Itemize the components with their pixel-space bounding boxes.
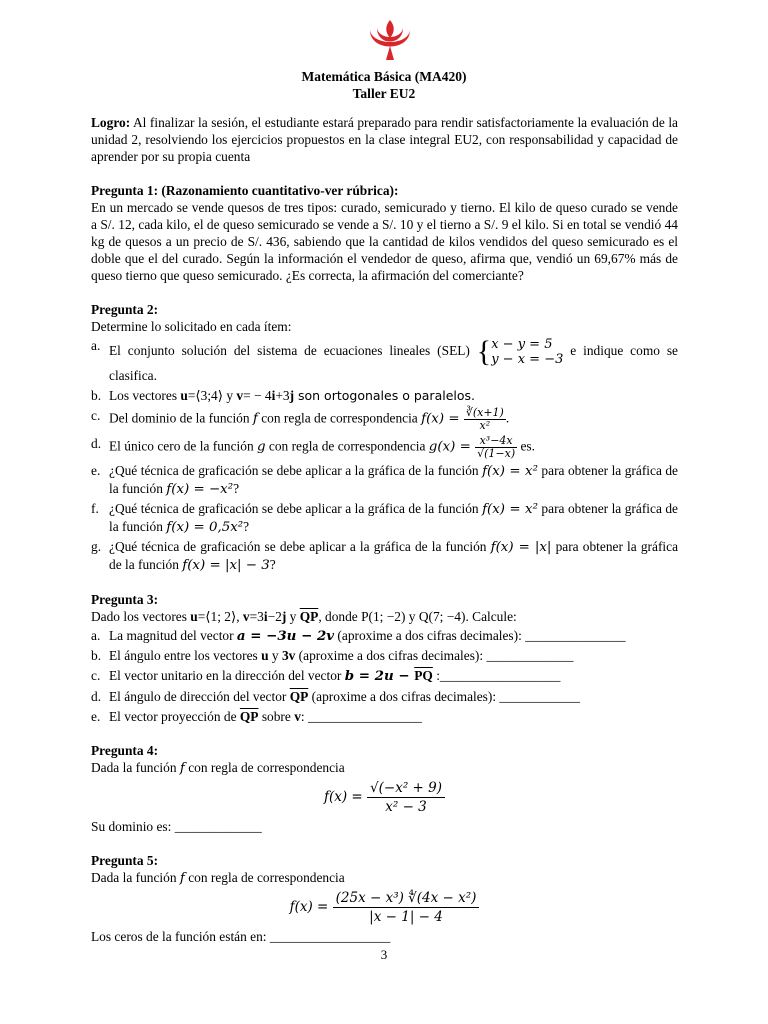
course-title: Matemática Básica (MA420) [301, 69, 467, 84]
question-2-item-a: a. El conjunto solución del sistema de ecuaciones lineales (SEL) { x − y = 5 y − x = −3 e indique como se clasifica. [91, 335, 678, 383]
question-4-formula: f(x) = $\frac{\text{√(−x² + 9)}}{\text{x² − 3}}$ [91, 779, 678, 816]
question-2-intro: Determine lo solicitado en cada ítem: [91, 319, 292, 334]
question-2-item-b: b. Los vectores u=⟨3;4⟩ y v= − 4i+3j son ortogonales o paralelos. [91, 388, 475, 403]
question-3-item-c: c. El vector unitario en la dirección del vector $b = 2u - \overline{PQ}$ :__________________ [91, 668, 561, 684]
fraction-c: $\frac{∛(x+1)}{\text{x²}}$ [465, 406, 504, 432]
logro-paragraph [91, 114, 678, 165]
fraction-q5: $\frac{\text{(25x − x³) ∜(4x − x²)}}{|x - 1| - 4}$ [333, 889, 480, 926]
question-2-title: Pregunta 2: [91, 302, 159, 317]
question-2-item-e: e. ¿Qué técnica de graficación se debe aplicar a la gráfica de la función f(x) = x² para obtener la gráfica de la función f(x) = −x²? [91, 463, 679, 497]
question-1-text: En un mercado se vende quesos de tres tipos: curado, semicurado y tierno. El kilo de queso curado se vende a S/. 12, cada kilo, el de queso semicurado se vende a S/. 10 y el tierno a S/. 9 el kilo. Si en total se vendió 44 kg de quesos a un precio de S/. 436, sabiendo que la cantidad de kilos vendidos del queso semicurado es el doble que el del curado. Según la información el vendedor de queso, afirma que, vendió un 69,67% más de queso tierno que queso semicurado. ¿Es correcta, la afirmación del comerciante? [91, 200, 678, 283]
workshop-title: Taller EU2 [352, 86, 416, 101]
fraction-q4: $\frac{\text{√(−x² + 9)}}{\text{x² − 3}}$ [367, 779, 445, 816]
question-3-item-a: a. La magnitud del vector a = −3u − 2v (aproxime a dos cifras decimales): _______________ [91, 628, 626, 644]
question-2-item-d: d. El único cero de la función g con regla de correspondencia g(x) = $\frac{\text{x³−4x}}{√(1-x)}$ es. [91, 434, 535, 460]
question-2-item-g: g. ¿Qué técnica de graficación se debe aplicar a la gráfica de la función f(x) = |x| para obtener la gráfica de la función f(x) = |x| − 3? [91, 539, 679, 573]
question-1-title: Pregunta 1: (Razonamiento cuantitativo-ver rúbrica): [91, 183, 399, 198]
question-3-title: Pregunta 3: [91, 592, 159, 607]
university-logo-icon [364, 18, 416, 62]
question-3-intro: Dado los vectores u=⟨1; 2⟩, v=3i−2j y $\overline{QP}$, donde P(1; −2) y Q(7; −4). Calcule: [91, 609, 517, 624]
page-number: 3 [380, 947, 388, 962]
system-brace-icon: { [476, 335, 492, 368]
document-header [0, 68, 768, 102]
question-5-formula: f(x) = $\frac{\text{(25x − x³) ∜(4x − x²)}}{|x - 1| - 4}$ [91, 889, 678, 926]
linear-system: x − y = 5 y − x = −3 [491, 337, 564, 367]
question-3-item-d: d. El ángulo de dirección del vector $\overline{QP}$ (aproxime a dos cifras decimales): ____________ [91, 689, 580, 704]
question-5-answer: Los ceros de la función están en: __________________ [91, 929, 391, 944]
question-3-item-b: b. El ángulo entre los vectores u y 3v (aproxime a dos cifras decimales): _____________ [91, 648, 574, 663]
question-3-item-e: e. El vector proyección de $\overline{QP}$ sobre v: _________________ [91, 709, 422, 724]
question-4-title: Pregunta 4: [91, 743, 159, 758]
logro-label: Logro: [91, 115, 131, 130]
question-4-answer: Su dominio es: _____________ [91, 819, 262, 834]
logro-text: Al finalizar la sesión, el estudiante estará preparado para rendir satisfactoriamente la evaluación de la unidad 2, resolviendo los ejercicios propuestos en la clase integral EU2, con responsabilidad y capacidad de aprender por su propia cuenta [91, 115, 678, 164]
question-2-item-f: f. ¿Qué técnica de graficación se debe aplicar a la gráfica de la función f(x) = x² para obtener la gráfica de la función f(x) = 0,5x²? [91, 501, 679, 535]
document-body [91, 114, 678, 945]
question-5-title: Pregunta 5: [91, 853, 159, 868]
question-2-item-c: c. Del dominio de la función f con regla de correspondencia f(x) = $\frac{∛(x+1)}{\text{x²}}$ . [91, 406, 510, 432]
question-5-intro: Dada la función f con regla de correspondencia [91, 870, 345, 886]
fraction-d: $\frac{\text{x³−4x}}{√(1-x)}$ [477, 434, 516, 460]
question-4-intro: Dada la función f con regla de correspondencia [91, 760, 345, 776]
